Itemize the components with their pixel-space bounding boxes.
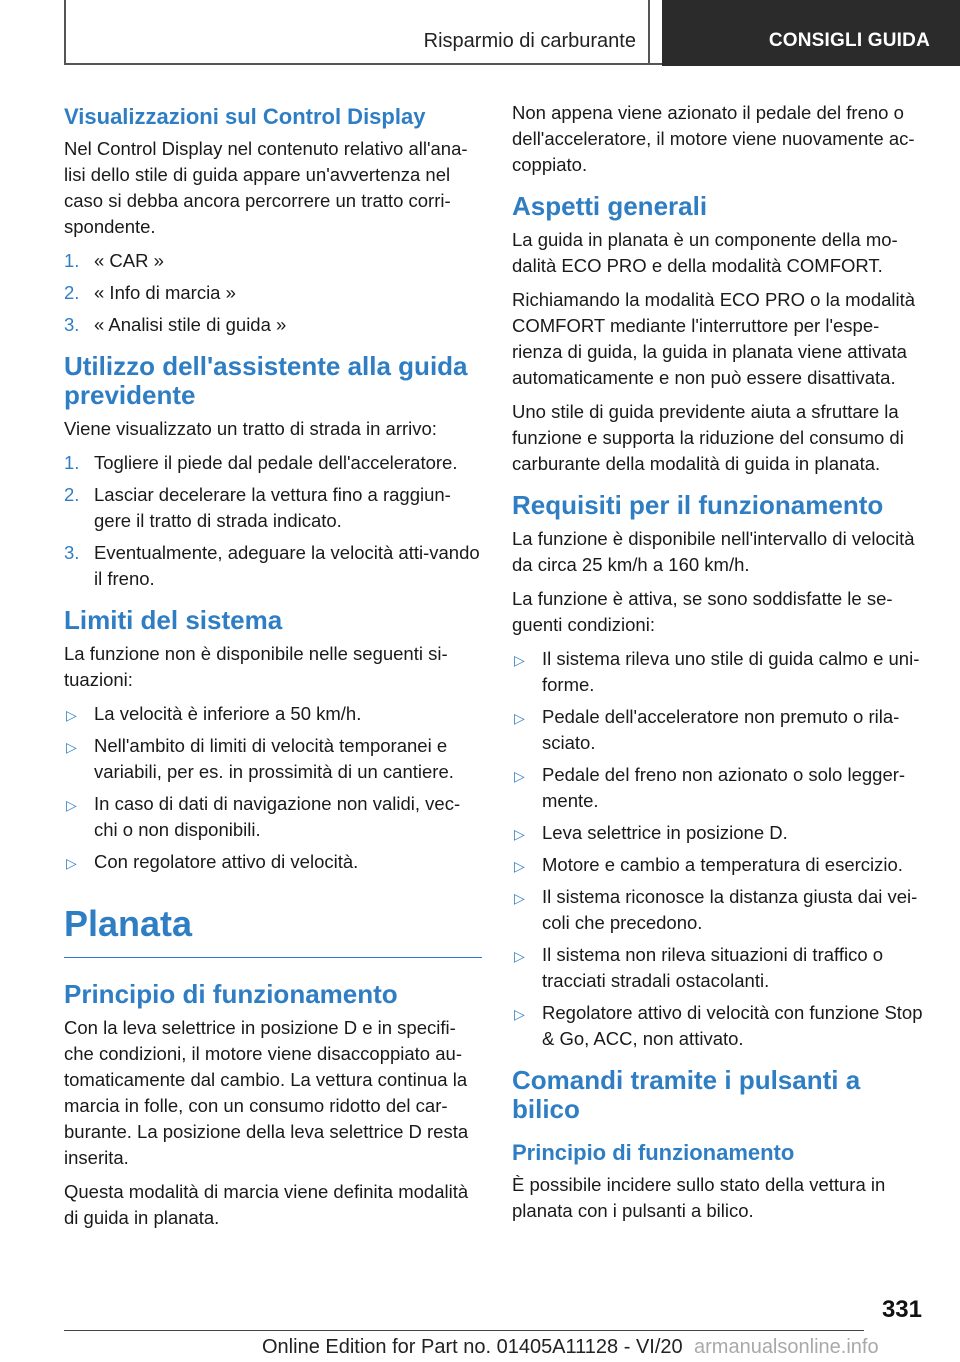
triangle-bullet-icon: ▷ (66, 707, 77, 723)
triangle-bullet-icon: ▷ (514, 1006, 525, 1022)
heading-control-display: Visualizzazioni sul Control Display (64, 104, 426, 129)
step-number: 3. (64, 314, 80, 335)
footer-edition: Online Edition for Part no. 01405A11128 - VI/20 (262, 1336, 683, 1358)
heading-rocker-buttons: Comandi tramite i pulsanti a bilico (512, 1065, 861, 1124)
header-bottom-rule (64, 63, 662, 65)
list-item (64, 280, 482, 306)
section-title: Risparmio di carburante (423, 30, 636, 52)
header-divider (648, 0, 650, 64)
limits-list (64, 701, 482, 875)
chapter-title: CONSIGLI GUIDA (768, 30, 930, 51)
bullet-text: Leva selettrice in posizione D. (542, 822, 788, 843)
list-item (512, 942, 926, 994)
page-number: 331 (881, 1296, 922, 1323)
list-item (512, 1000, 926, 1052)
triangle-bullet-icon: ▷ (514, 768, 525, 784)
list-item (512, 646, 926, 698)
footer-watermark: armanualsonline.info (694, 1336, 879, 1358)
step-number: 1. (64, 250, 80, 271)
triangle-bullet-icon: ▷ (66, 797, 77, 813)
list-item (64, 849, 482, 875)
chapter-tab (662, 0, 960, 66)
step-number: 1. (64, 452, 80, 473)
step-text: Lasciar decelerare la vettura fino a raggiun-gere il tratto di strada indicato. (94, 484, 451, 531)
left-column (64, 100, 482, 1239)
paragraph-general-1: La guida in planata è un componente della mo-dalità ECO PRO e della modalità COMFORT. (512, 229, 898, 276)
paragraph-principle-1: Con la leva selettrice in posizione D e in specifi-che condizioni, il motore viene disaccoppiato au-tomaticamente dal cambio. La vettura continua la marcia in folle, con un consumo ridotto del car-burante. La posizione della leva selettrice D resta inserita. (64, 1017, 469, 1168)
triangle-bullet-icon: ▷ (514, 826, 525, 842)
step-number: 2. (64, 282, 80, 303)
step-number: 2. (64, 484, 80, 505)
list-item (64, 482, 482, 534)
step-number: 3. (64, 542, 80, 563)
paragraph-requirements-2: La funzione è attiva, se sono soddisfatte le se-guenti condizioni: (512, 588, 893, 635)
bullet-text: Il sistema riconosce la distanza giusta dai vei-coli che precedono. (542, 886, 918, 933)
triangle-bullet-icon: ▷ (514, 858, 525, 874)
list-item (64, 791, 482, 843)
paragraph-general-3: Uno stile di guida previdente aiuta a sfruttare la funzione e supporta la riduzione del consumo di carburante della modalità di guida in planata. (512, 401, 904, 474)
heading-principle: Principio di funzionamento (64, 979, 398, 1009)
triangle-bullet-icon: ▷ (514, 948, 525, 964)
list-item (64, 450, 482, 476)
triangle-bullet-icon: ▷ (66, 739, 77, 755)
triangle-bullet-icon: ▷ (514, 890, 525, 906)
control-display-steps (64, 248, 482, 338)
footer-rule (64, 1330, 864, 1331)
heading-planata: Planata (64, 903, 482, 958)
list-item (64, 312, 482, 338)
bullet-text: Il sistema rileva uno stile di guida calmo e uni-forme. (542, 648, 920, 695)
list-item (512, 762, 926, 814)
bullet-text: Il sistema non rileva situazioni di traffico o tracciati stradali ostacolanti. (542, 944, 884, 991)
header-left-rule (64, 0, 66, 64)
requirements-list (512, 646, 926, 1052)
triangle-bullet-icon: ▷ (66, 855, 77, 871)
step-text: « Analisi stile di guida » (94, 314, 287, 335)
paragraph-control-display: Nel Control Display nel contenuto relativo all'ana-lisi dello stile di guida appare un'avvertenza nel caso si debba ancora percorrere un tratto corri-spondente. (64, 138, 468, 237)
paragraph-assistant: Viene visualizzato un tratto di strada in arrivo: (64, 418, 437, 439)
step-text: « Info di marcia » (94, 282, 236, 303)
list-item (64, 701, 482, 727)
list-item (64, 540, 482, 592)
heading-assistant: Utilizzo dell'assistente alla guida previdente (64, 351, 468, 410)
triangle-bullet-icon: ▷ (514, 710, 525, 726)
bullet-text: Regolatore attivo di velocità con funzione Stop & Go, ACC, non attivato. (542, 1002, 923, 1049)
bullet-text: La velocità è inferiore a 50 km/h. (94, 703, 362, 724)
heading-requirements: Requisiti per il funzionamento (512, 490, 884, 520)
list-item (64, 733, 482, 785)
list-item (512, 704, 926, 756)
list-item (512, 820, 926, 846)
triangle-bullet-icon: ▷ (514, 652, 525, 668)
paragraph-principle-2: Questa modalità di marcia viene definita modalità di guida in planata. (64, 1181, 469, 1228)
list-item (64, 248, 482, 274)
bullet-text: Pedale dell'acceleratore non premuto o rila-sciato. (542, 706, 900, 753)
right-column (512, 100, 926, 1232)
paragraph-rocker: È possibile incidere sullo stato della vettura in planata con i pulsanti a bilico. (512, 1174, 886, 1221)
paragraph-requirements-1: La funzione è disponibile nell'intervallo di velocità da circa 25 km/h a 160 km/h. (512, 528, 915, 575)
bullet-text: Pedale del freno non azionato o solo legger-mente. (542, 764, 906, 811)
bullet-text: Motore e cambio a temperatura di esercizio. (542, 854, 903, 875)
step-text: « CAR » (94, 250, 164, 271)
list-item (512, 852, 926, 878)
paragraph-intro: Non appena viene azionato il pedale del freno o dell'acceleratore, il motore viene nuovamente ac-coppiato. (512, 102, 915, 175)
paragraph-limits: La funzione non è disponibile nelle seguenti si-tuazioni: (64, 643, 448, 690)
paragraph-general-2: Richiamando la modalità ECO PRO o la modalità COMFORT mediante l'interruttore per l'espe-rienza di guida, la guida in planata viene attivata automaticamente e non può essere disattivata. (512, 289, 916, 388)
heading-general: Aspetti generali (512, 191, 708, 221)
list-item (512, 884, 926, 936)
bullet-text: Nell'ambito di limiti di velocità temporanei e variabili, per es. in prossimità di un cantiere. (94, 735, 454, 782)
heading-rocker-principle: Principio di funzionamento (512, 1140, 795, 1165)
assistant-steps (64, 450, 482, 592)
step-text: Eventualmente, adeguare la velocità atti-vando il freno. (94, 542, 480, 589)
heading-limits: Limiti del sistema (64, 605, 283, 635)
bullet-text: In caso di dati di navigazione non validi, vec-chi o non disponibili. (94, 793, 461, 840)
step-text: Togliere il piede dal pedale dell'acceleratore. (94, 452, 458, 473)
bullet-text: Con regolatore attivo di velocità. (94, 851, 359, 872)
